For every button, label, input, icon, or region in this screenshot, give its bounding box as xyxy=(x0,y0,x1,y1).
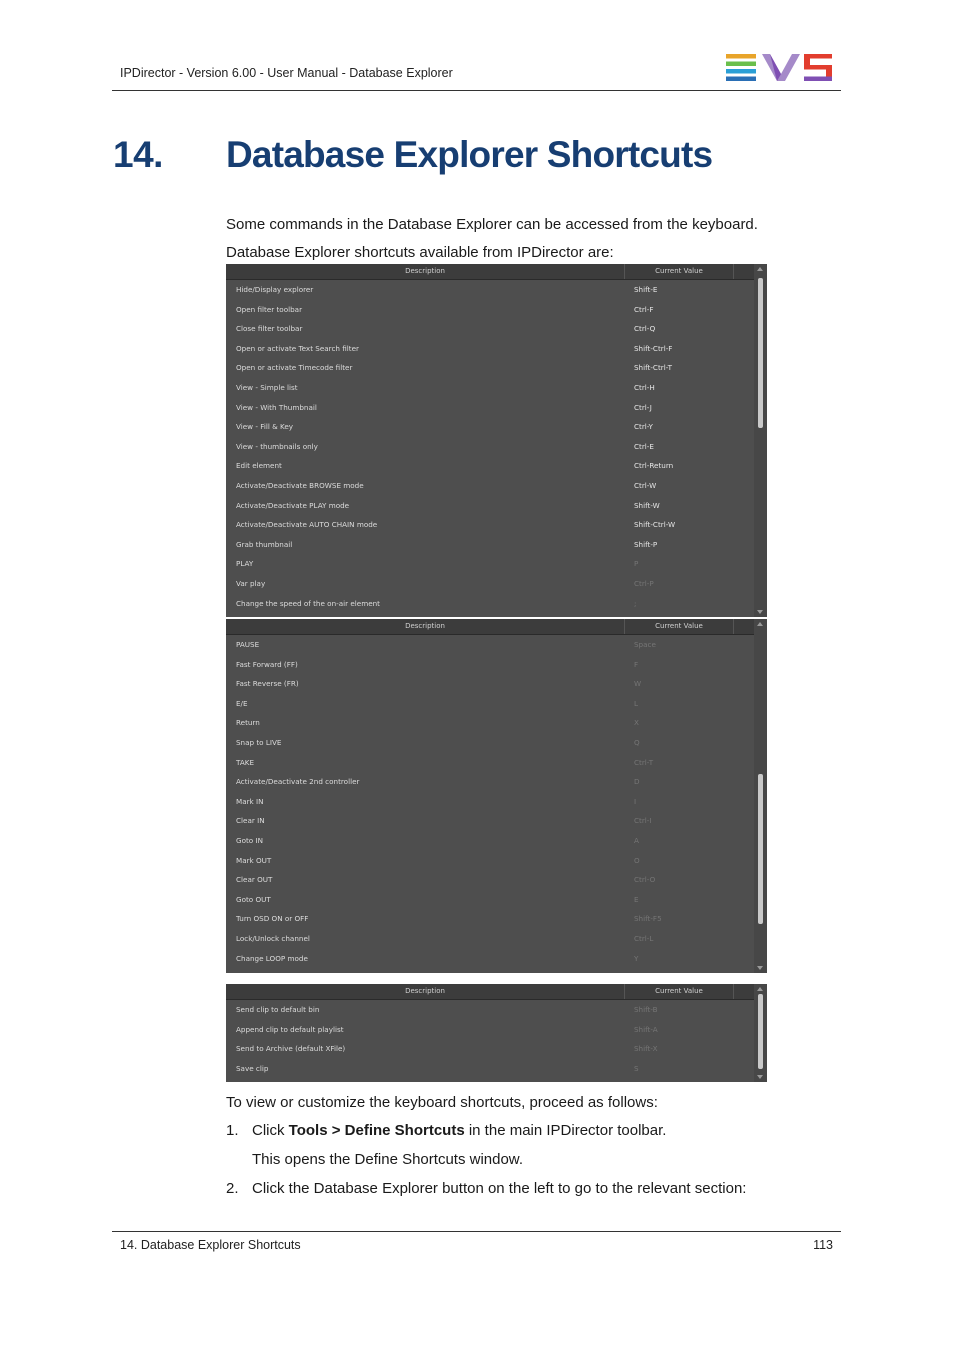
step-1-prefix: Click xyxy=(252,1122,289,1139)
header-divider xyxy=(112,90,841,91)
shortcut-description: Activate/Deactivate 2nd controller xyxy=(236,777,360,787)
column-header-description[interactable]: Description xyxy=(226,264,625,279)
scroll-down-icon[interactable] xyxy=(757,610,763,614)
table-row[interactable] xyxy=(226,594,754,614)
table-row[interactable] xyxy=(226,358,754,378)
intro-paragraph-2: Database Explorer shortcuts available from IPDirector are: xyxy=(226,244,614,261)
table-header xyxy=(226,264,767,280)
table-row[interactable] xyxy=(226,456,754,476)
vertical-scrollbar[interactable] xyxy=(754,264,767,617)
column-header-current-value[interactable]: Current Value xyxy=(625,619,734,634)
shortcut-description: View - Fill & Key xyxy=(236,422,294,432)
shortcut-description: Activate/Deactivate AUTO CHAIN mode xyxy=(236,520,378,530)
intro-paragraph-1: Some commands in the Database Explorer can be accessed from the keyboard. xyxy=(226,216,758,233)
shortcut-description: Fast Reverse (FR) xyxy=(236,679,299,689)
step-2-number: 2. xyxy=(226,1180,239,1197)
column-header-description[interactable]: Description xyxy=(226,984,625,999)
scroll-down-icon[interactable] xyxy=(757,1075,763,1079)
shortcut-value[interactable]: Ctrl-P xyxy=(634,578,654,588)
shortcut-value[interactable]: ; xyxy=(634,598,637,608)
shortcut-description: Open filter toolbar xyxy=(236,304,303,314)
step-1-text xyxy=(252,1122,666,1139)
vertical-scrollbar[interactable] xyxy=(754,984,767,1082)
shortcuts-table-general xyxy=(226,264,767,617)
table-row[interactable] xyxy=(226,674,754,694)
table-row[interactable] xyxy=(226,300,754,320)
page-number: 113 xyxy=(813,1238,833,1252)
shortcut-description: Return xyxy=(236,718,260,728)
shortcuts-table-clip xyxy=(226,984,767,1082)
shortcut-description: Fast Forward (FF) xyxy=(236,659,298,669)
vertical-scrollbar[interactable] xyxy=(754,619,767,973)
shortcut-description: View - thumbnails only xyxy=(236,441,318,451)
table-row[interactable] xyxy=(226,554,754,574)
shortcut-value[interactable]: Shift-E xyxy=(634,285,658,294)
shortcut-value[interactable]: O xyxy=(634,855,640,865)
shortcut-description: Save clip xyxy=(236,1063,269,1073)
scroll-down-icon[interactable] xyxy=(757,966,763,970)
table-row[interactable] xyxy=(226,831,754,851)
shortcut-value[interactable]: Shift-B xyxy=(634,1005,658,1014)
shortcut-description: Append clip to default playlist xyxy=(236,1024,344,1034)
shortcut-value[interactable]: Shift-W xyxy=(634,500,660,510)
shortcut-value[interactable]: Ctrl-Return xyxy=(634,461,674,471)
table-row[interactable] xyxy=(226,909,754,929)
shortcut-description: View - With Thumbnail xyxy=(236,402,317,412)
table-row[interactable] xyxy=(226,870,754,890)
step-1-suffix: in the main IPDirector toolbar. xyxy=(464,1122,667,1139)
shortcut-value[interactable]: Ctrl-H xyxy=(634,382,655,392)
shortcut-description: Open or activate Timecode filter xyxy=(236,363,353,373)
table-row[interactable] xyxy=(226,437,754,457)
shortcut-value[interactable]: W xyxy=(634,679,642,689)
table-body xyxy=(226,280,754,613)
table-row[interactable] xyxy=(226,929,754,949)
shortcut-value[interactable]: D xyxy=(634,777,640,787)
footer-divider xyxy=(112,1231,841,1232)
chapter-title: Database Explorer Shortcuts xyxy=(226,134,713,175)
shortcut-value[interactable]: E xyxy=(634,894,639,904)
shortcut-value[interactable]: Ctrl-Y xyxy=(634,422,653,432)
shortcut-value[interactable]: Ctrl-Q xyxy=(634,324,656,334)
shortcut-description: TAKE xyxy=(236,757,255,767)
table-row[interactable] xyxy=(226,476,754,496)
shortcut-value[interactable]: Ctrl-F xyxy=(634,304,654,314)
shortcut-value[interactable]: Y xyxy=(634,953,639,963)
shortcut-description: Close filter toolbar xyxy=(236,324,303,334)
shortcut-value[interactable]: Shift-A xyxy=(634,1024,658,1034)
shortcut-value[interactable]: Shift-Ctrl-F xyxy=(634,343,673,353)
table-row[interactable] xyxy=(226,635,754,655)
shortcut-description: Snap to LIVE xyxy=(236,737,282,747)
procedure-intro: To view or customize the keyboard shortcuts, proceed as follows: xyxy=(226,1094,658,1111)
table-row[interactable] xyxy=(226,339,754,359)
scrollbar-thumb[interactable] xyxy=(758,774,763,924)
table-header xyxy=(226,984,767,1000)
shortcut-value[interactable]: S xyxy=(634,1063,639,1073)
shortcut-description: Mark OUT xyxy=(236,855,272,865)
shortcut-description: Clear OUT xyxy=(236,875,273,885)
shortcut-value[interactable]: A xyxy=(634,835,639,845)
shortcut-value[interactable]: Ctrl-O xyxy=(634,875,656,885)
shortcuts-table-player xyxy=(226,619,767,973)
table-row[interactable] xyxy=(226,792,754,812)
scroll-up-icon[interactable] xyxy=(757,267,763,271)
shortcut-description: Change the speed of the on-air element xyxy=(236,598,380,608)
shortcut-value[interactable]: Ctrl-J xyxy=(634,402,652,412)
shortcut-description: Clear IN xyxy=(236,816,265,826)
shortcut-value[interactable]: F xyxy=(634,659,639,669)
table-row[interactable] xyxy=(226,417,754,437)
shortcut-value[interactable]: X xyxy=(634,718,639,728)
shortcut-description: PLAY xyxy=(236,559,254,569)
shortcut-value[interactable]: Shift-X xyxy=(634,1044,658,1054)
table-row[interactable] xyxy=(226,733,754,753)
step-1-menu-path: Tools > Define Shortcuts xyxy=(288,1122,465,1139)
scroll-up-icon[interactable] xyxy=(757,622,763,626)
shortcut-description: Grab thumbnail xyxy=(236,539,293,549)
shortcut-value[interactable]: Ctrl-L xyxy=(634,933,654,943)
shortcut-description: PAUSE xyxy=(236,640,260,649)
table-row[interactable] xyxy=(226,378,754,398)
shortcut-description: View - Simple list xyxy=(236,382,298,392)
shortcut-description: Var play xyxy=(236,578,266,588)
shortcut-description: Activate/Deactivate PLAY mode xyxy=(236,500,350,510)
step-1-number: 1. xyxy=(226,1122,239,1139)
shortcut-value[interactable]: Shift-P xyxy=(634,539,658,549)
shortcut-description: Activate/Deactivate BROWSE mode xyxy=(236,480,364,490)
running-header: IPDirector - Version 6.00 - User Manual - Database Explorer xyxy=(120,66,453,80)
table-row[interactable] xyxy=(226,1059,754,1079)
table-row[interactable] xyxy=(226,280,754,300)
table-row[interactable] xyxy=(226,398,754,418)
shortcut-value[interactable]: Space xyxy=(634,640,656,649)
shortcut-value[interactable]: Shift-Ctrl-T xyxy=(634,363,673,373)
shortcut-description: Send to Archive (default XFile) xyxy=(236,1044,346,1054)
chapter-number: 14. xyxy=(113,134,163,175)
step-2-text: Click the Database Explorer button on the left to go to the relevant section: xyxy=(252,1180,747,1197)
shortcut-description: Edit element xyxy=(236,461,282,471)
shortcut-description: Lock/Unlock channel xyxy=(236,933,310,943)
shortcut-value[interactable]: Ctrl-W xyxy=(634,480,657,490)
evs-logo xyxy=(726,54,834,82)
shortcut-description: Goto IN xyxy=(236,835,263,845)
column-header-description[interactable]: Description xyxy=(226,619,625,634)
table-body xyxy=(226,1000,754,1078)
shortcut-value[interactable]: I xyxy=(634,796,637,806)
shortcut-description: Goto OUT xyxy=(236,894,271,904)
shortcut-description: Mark IN xyxy=(236,796,264,806)
table-row[interactable] xyxy=(226,515,754,535)
shortcut-value[interactable]: Shift-Ctrl-W xyxy=(634,520,676,530)
shortcut-value[interactable]: Q xyxy=(634,737,640,747)
table-row[interactable] xyxy=(226,772,754,792)
table-body xyxy=(226,635,754,968)
footer-chapter: 14. Database Explorer Shortcuts xyxy=(120,1238,301,1252)
shortcut-description: Send clip to default bin xyxy=(236,1005,320,1014)
table-row[interactable] xyxy=(226,496,754,516)
table-row[interactable] xyxy=(226,319,754,339)
column-header-current-value[interactable]: Current Value xyxy=(625,984,734,999)
shortcut-description: Turn OSD ON or OFF xyxy=(236,914,309,924)
table-row[interactable] xyxy=(226,890,754,910)
table-row[interactable] xyxy=(226,1020,754,1040)
shortcut-description: Change LOOP mode xyxy=(236,953,308,963)
table-row[interactable] xyxy=(226,694,754,714)
table-row[interactable] xyxy=(226,535,754,555)
shortcut-value[interactable]: Ctrl-T xyxy=(634,757,654,767)
table-row[interactable] xyxy=(226,753,754,773)
shortcut-value[interactable]: P xyxy=(634,559,639,569)
table-row[interactable] xyxy=(226,1000,754,1020)
scroll-up-icon[interactable] xyxy=(757,987,763,991)
table-row[interactable] xyxy=(226,655,754,675)
shortcut-value[interactable]: Ctrl-I xyxy=(634,816,652,826)
table-row[interactable] xyxy=(226,811,754,831)
column-header-current-value[interactable]: Current Value xyxy=(625,264,734,279)
table-row[interactable] xyxy=(226,1039,754,1059)
table-header xyxy=(226,619,767,635)
table-row[interactable] xyxy=(226,949,754,969)
shortcut-value[interactable]: Ctrl-E xyxy=(634,441,654,451)
step-1-note: This opens the Define Shortcuts window. xyxy=(252,1151,523,1168)
shortcut-value[interactable]: Shift-F5 xyxy=(634,914,662,924)
table-row[interactable] xyxy=(226,574,754,594)
table-row[interactable] xyxy=(226,713,754,733)
scrollbar-thumb[interactable] xyxy=(758,994,763,1069)
shortcut-description: Hide/Display explorer xyxy=(236,285,314,294)
shortcut-description: E/E xyxy=(236,698,248,708)
table-row[interactable] xyxy=(226,851,754,871)
shortcut-description: Open or activate Text Search filter xyxy=(236,343,359,353)
scrollbar-thumb[interactable] xyxy=(758,278,763,428)
shortcut-value[interactable]: L xyxy=(634,698,639,708)
